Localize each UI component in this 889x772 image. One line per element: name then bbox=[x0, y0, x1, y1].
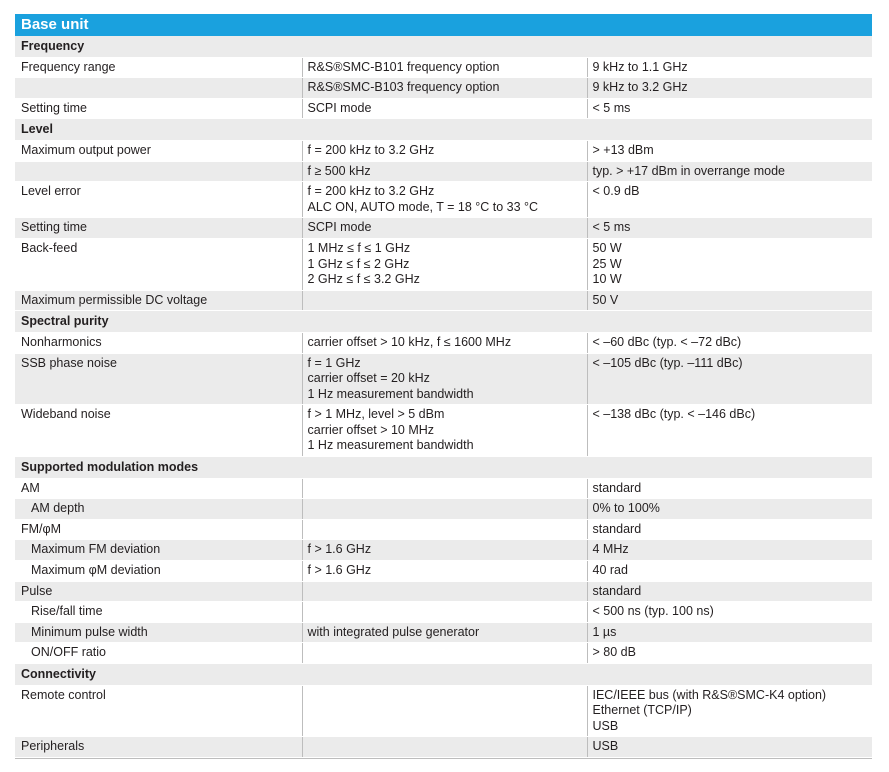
spec-row bbox=[15, 737, 872, 758]
value-line: typ. > +17 dBm in overrange mode bbox=[592, 163, 785, 178]
value-line: 4 MHz bbox=[592, 542, 629, 557]
section-header-row bbox=[15, 457, 872, 479]
value-line: 25 W bbox=[592, 256, 622, 271]
spec-row bbox=[15, 519, 872, 540]
condition-line: carrier offset > 10 kHz, f ≤ 1600 MHz bbox=[307, 334, 512, 349]
condition-line: 1 GHz ≤ f ≤ 2 GHz bbox=[307, 256, 410, 271]
value-line: < –138 dBc (typ. < –146 dBc) bbox=[592, 407, 756, 422]
value-line: standard bbox=[592, 480, 642, 495]
table-title: Base unit bbox=[15, 14, 872, 36]
spec-row bbox=[15, 57, 872, 78]
condition-line: 1 Hz measurement bandwidth bbox=[307, 386, 474, 401]
condition-line: carrier offset = 20 kHz bbox=[307, 371, 430, 386]
spec-row bbox=[15, 685, 872, 737]
spec-row bbox=[15, 238, 872, 290]
condition-cell bbox=[302, 519, 587, 540]
value-line: > 80 dB bbox=[592, 645, 636, 660]
parameter-cell: Back-feed bbox=[15, 238, 302, 290]
spec-row bbox=[15, 405, 872, 457]
parameter-cell: Setting time bbox=[15, 218, 302, 239]
section-header-row bbox=[15, 36, 872, 57]
spec-row bbox=[15, 290, 872, 311]
value-cell bbox=[587, 405, 872, 457]
value-line: < –105 dBc (typ. –111 dBc) bbox=[592, 355, 743, 370]
condition-cell bbox=[302, 581, 587, 602]
value-cell bbox=[587, 353, 872, 405]
parameter-cell bbox=[15, 161, 302, 182]
section-header-row bbox=[15, 664, 872, 686]
condition-line: carrier offset > 10 MHz bbox=[307, 422, 435, 437]
value-cell bbox=[587, 737, 872, 758]
value-cell bbox=[587, 643, 872, 664]
parameter-cell: Maximum output power bbox=[15, 140, 302, 161]
value-cell bbox=[587, 290, 872, 311]
value-line: 9 kHz to 1.1 GHz bbox=[592, 59, 688, 74]
spec-row bbox=[15, 478, 872, 499]
section-title: Connectivity bbox=[15, 664, 872, 686]
value-cell bbox=[587, 478, 872, 499]
parameter-cell: Remote control bbox=[15, 685, 302, 737]
condition-cell bbox=[302, 353, 587, 405]
value-line: < –60 dBc (typ. < –72 dBc) bbox=[592, 334, 742, 349]
spec-row bbox=[15, 78, 872, 99]
value-line: IEC/IEEE bus (with R&S®SMC-K4 option) bbox=[592, 687, 827, 702]
value-line: < 5 ms bbox=[592, 220, 631, 235]
value-line: 50 V bbox=[592, 292, 619, 307]
value-cell bbox=[587, 332, 872, 353]
value-cell bbox=[587, 685, 872, 737]
condition-line: f > 1.6 GHz bbox=[307, 563, 372, 578]
condition-cell bbox=[302, 218, 587, 239]
value-line: 1 µs bbox=[592, 624, 617, 639]
value-cell bbox=[587, 499, 872, 520]
parameter-cell: Maximum permissible DC voltage bbox=[15, 290, 302, 311]
condition-cell bbox=[302, 290, 587, 311]
value-line: USB bbox=[592, 718, 619, 733]
condition-cell bbox=[302, 622, 587, 643]
parameter-cell: FM/φM bbox=[15, 519, 302, 540]
value-line: standard bbox=[592, 583, 642, 598]
spec-row bbox=[15, 602, 872, 623]
section-title: Spectral purity bbox=[15, 311, 872, 333]
condition-cell bbox=[302, 182, 587, 218]
value-cell bbox=[587, 182, 872, 218]
parameter-cell: Level error bbox=[15, 182, 302, 218]
spec-row bbox=[15, 540, 872, 561]
spec-row bbox=[15, 581, 872, 602]
spec-row bbox=[15, 353, 872, 405]
parameter-cell: ON/OFF ratio bbox=[15, 643, 302, 664]
spec-row bbox=[15, 140, 872, 161]
value-cell bbox=[587, 218, 872, 239]
value-line: 50 W bbox=[592, 240, 622, 255]
condition-line: 1 Hz measurement bandwidth bbox=[307, 438, 474, 453]
condition-cell bbox=[302, 98, 587, 119]
condition-cell bbox=[302, 602, 587, 623]
condition-line: SCPI mode bbox=[307, 100, 372, 115]
condition-cell bbox=[302, 561, 587, 582]
parameter-cell: Rise/fall time bbox=[15, 602, 302, 623]
parameter-cell: AM bbox=[15, 478, 302, 499]
condition-cell bbox=[302, 643, 587, 664]
condition-line: R&S®SMC-B103 frequency option bbox=[307, 80, 500, 95]
spec-row bbox=[15, 622, 872, 643]
value-line: < 0.9 dB bbox=[592, 184, 640, 199]
condition-line: f ≥ 500 kHz bbox=[307, 163, 371, 178]
spec-row bbox=[15, 161, 872, 182]
condition-cell bbox=[302, 140, 587, 161]
parameter-cell bbox=[15, 78, 302, 99]
value-line: 10 W bbox=[592, 272, 622, 287]
condition-cell bbox=[302, 540, 587, 561]
spec-row bbox=[15, 98, 872, 119]
condition-line: f = 200 kHz to 3.2 GHz bbox=[307, 184, 435, 199]
value-line: Ethernet (TCP/IP) bbox=[592, 703, 692, 718]
parameter-cell: Wideband noise bbox=[15, 405, 302, 457]
parameter-cell: Setting time bbox=[15, 98, 302, 119]
value-line: USB bbox=[592, 739, 619, 754]
condition-cell bbox=[302, 161, 587, 182]
value-cell bbox=[587, 622, 872, 643]
parameter-cell: Peripherals bbox=[15, 737, 302, 758]
parameter-cell: SSB phase noise bbox=[15, 353, 302, 405]
spec-row bbox=[15, 643, 872, 664]
spec-sheet bbox=[15, 14, 872, 759]
section-header-row bbox=[15, 311, 872, 333]
spec-row bbox=[15, 499, 872, 520]
condition-cell bbox=[302, 332, 587, 353]
value-cell bbox=[587, 161, 872, 182]
spec-row bbox=[15, 332, 872, 353]
value-cell bbox=[587, 140, 872, 161]
condition-cell bbox=[302, 499, 587, 520]
parameter-cell: Maximum FM deviation bbox=[15, 540, 302, 561]
value-cell bbox=[587, 519, 872, 540]
spec-row bbox=[15, 561, 872, 582]
value-cell bbox=[587, 57, 872, 78]
value-line: > +13 dBm bbox=[592, 142, 654, 157]
spec-table-body bbox=[15, 36, 872, 757]
parameter-cell: Nonharmonics bbox=[15, 332, 302, 353]
table-bottom-rule bbox=[15, 758, 872, 759]
condition-line: with integrated pulse generator bbox=[307, 624, 480, 639]
condition-line: SCPI mode bbox=[307, 220, 372, 235]
value-cell bbox=[587, 561, 872, 582]
parameter-cell: AM depth bbox=[15, 499, 302, 520]
spec-row bbox=[15, 182, 872, 218]
condition-line: f = 1 GHz bbox=[307, 355, 361, 370]
condition-cell bbox=[302, 238, 587, 290]
value-cell bbox=[587, 540, 872, 561]
value-line: < 5 ms bbox=[592, 100, 631, 115]
parameter-cell: Frequency range bbox=[15, 57, 302, 78]
value-line: 0% to 100% bbox=[592, 501, 660, 516]
section-header-row bbox=[15, 119, 872, 141]
condition-line: R&S®SMC-B101 frequency option bbox=[307, 59, 500, 74]
parameter-cell: Maximum φM deviation bbox=[15, 561, 302, 582]
condition-cell bbox=[302, 405, 587, 457]
parameter-cell: Minimum pulse width bbox=[15, 622, 302, 643]
condition-line: f = 200 kHz to 3.2 GHz bbox=[307, 142, 435, 157]
condition-line: 2 GHz ≤ f ≤ 3.2 GHz bbox=[307, 272, 420, 287]
condition-cell bbox=[302, 737, 587, 758]
value-cell bbox=[587, 98, 872, 119]
condition-cell bbox=[302, 78, 587, 99]
condition-line: 1 MHz ≤ f ≤ 1 GHz bbox=[307, 240, 411, 255]
section-title: Frequency bbox=[15, 36, 872, 57]
value-line: < 500 ns (typ. 100 ns) bbox=[592, 604, 714, 619]
condition-cell bbox=[302, 685, 587, 737]
condition-line: f > 1 MHz, level > 5 dBm bbox=[307, 407, 445, 422]
value-line: 40 rad bbox=[592, 563, 628, 578]
spec-row bbox=[15, 218, 872, 239]
value-cell bbox=[587, 581, 872, 602]
spec-table bbox=[15, 36, 872, 758]
parameter-cell: Pulse bbox=[15, 581, 302, 602]
value-line: 9 kHz to 3.2 GHz bbox=[592, 80, 688, 95]
section-title: Supported modulation modes bbox=[15, 457, 872, 479]
condition-line: f > 1.6 GHz bbox=[307, 542, 372, 557]
condition-cell bbox=[302, 478, 587, 499]
value-cell bbox=[587, 78, 872, 99]
condition-cell bbox=[302, 57, 587, 78]
value-cell bbox=[587, 238, 872, 290]
value-line: standard bbox=[592, 521, 642, 536]
section-title: Level bbox=[15, 119, 872, 141]
condition-line: ALC ON, AUTO mode, T = 18 °C to 33 °C bbox=[307, 199, 539, 214]
value-cell bbox=[587, 602, 872, 623]
